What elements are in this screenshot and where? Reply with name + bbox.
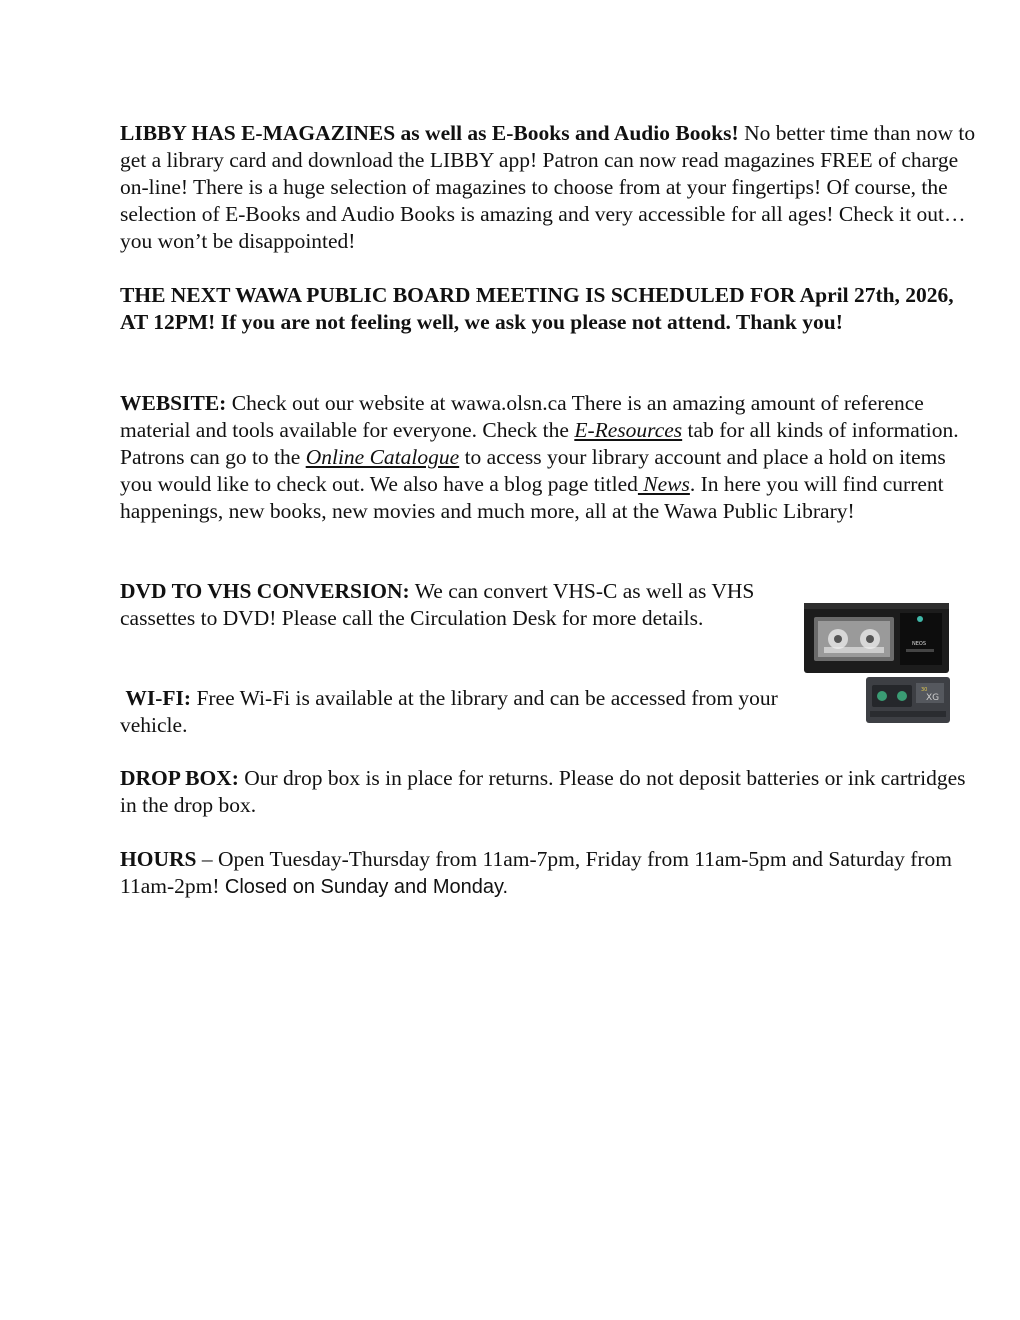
adapter-label: NEOS	[912, 641, 927, 647]
cassette-small-label: 30	[921, 687, 928, 693]
website-text-3: to access your library account and place a hold on items you would like to check out. We also have a blog page titled	[120, 445, 946, 496]
dropbox-body: Our drop box is in place for returns. Please do not deposit batteries or ink cartridges in the drop box.	[120, 766, 966, 817]
website-text-2: tab for all kinds of information. Patrons can go to the	[120, 418, 959, 469]
wifi-body: Free Wi-Fi is available at the library and can be accessed from your vehicle.	[120, 686, 778, 737]
hours-closed: Closed on Sunday and Monday.	[224, 876, 509, 898]
dvd-body: We can convert VHS-C as well as VHS cassettes to DVD! Please call the Circulation Desk for more details.	[120, 579, 755, 630]
wifi-section	[120, 685, 780, 739]
dvd-heading: DVD TO VHS CONVERSION:	[120, 579, 410, 603]
e-resources-link[interactable]: E-Resources	[574, 418, 683, 442]
cassette-label: XG	[926, 693, 940, 703]
vhs-adapter-image	[800, 595, 955, 730]
website-text-4: . In here you will find current happenings, new books, new movies and much more, all at the Wawa Public Library!	[120, 472, 944, 523]
website-heading: WEBSITE:	[120, 391, 227, 415]
libby-section	[120, 120, 980, 255]
online-catalogue-link[interactable]: Online Catalogue	[305, 445, 460, 469]
board-meeting-notice: THE NEXT WAWA PUBLIC BOARD MEETING IS SCHEDULED FOR April 27th, 2026, AT 12PM! If you are not feeling well, we ask you please not attend. Thank you!	[120, 283, 954, 334]
wifi-heading: WI-FI:	[125, 686, 192, 710]
dropbox-heading: DROP BOX:	[120, 766, 239, 790]
dropbox-section	[120, 765, 980, 819]
website-section	[120, 390, 980, 525]
hours-heading: HOURS	[120, 847, 197, 871]
news-link[interactable]: News	[637, 472, 690, 496]
website-text-1: Check out our website at wawa.olsn.ca There is an amazing amount of reference material and tools available for everyone. Check the	[120, 391, 924, 442]
hours-section	[120, 846, 980, 901]
libby-heading: LIBBY HAS E-MAGAZINES as well as E-Books and Audio Books!	[120, 121, 739, 145]
dvd-conversion-section	[120, 578, 780, 632]
libby-body: No better time than now to get a library card and download the LIBBY app! Patron can now read magazines FREE of charge on-line! There is a huge selection of magazines to choose from at your fingertips! Of course, the selection of E-Books and Audio Books is amazing and very accessible for all ages! Check it out…you won’t be disappointed!	[120, 121, 976, 253]
hours-body: – Open Tuesday-Thursday from 11am-7pm, Friday from 11am-5pm and Saturday from 11am-2pm!	[120, 847, 953, 898]
